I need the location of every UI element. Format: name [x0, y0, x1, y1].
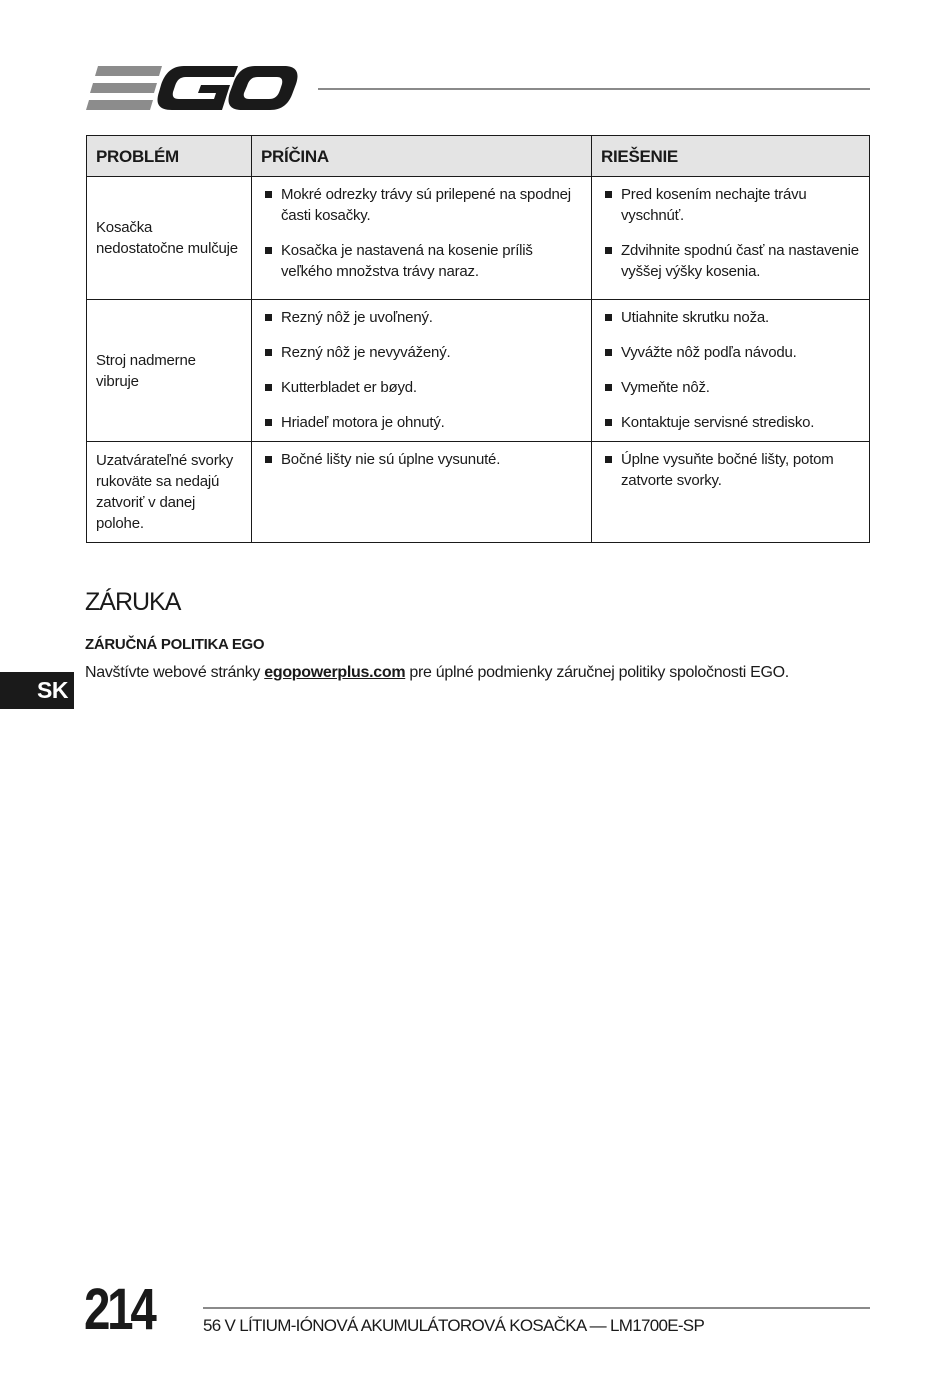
solution-item: Vyvážte nôž podľa návodu.: [604, 342, 861, 363]
footer-rule: [203, 1307, 870, 1309]
solution-item: Utiahnite skrutku noža.: [604, 307, 861, 328]
solution-item: Pred kosením nechajte trávu vyschnúť.: [604, 184, 861, 226]
logo-e-bar-bottom: [86, 100, 153, 110]
solution-cell: [592, 442, 870, 543]
warranty-paragraph: [85, 664, 789, 682]
troubleshooting-table: [86, 135, 870, 543]
table-row: [87, 300, 870, 442]
section-title-warranty: ZÁRUKA: [85, 588, 181, 616]
cause-item: Kutterbladet er bøyd.: [264, 377, 583, 398]
header-problem: PROBLÉM: [87, 136, 252, 177]
cause-cell: [252, 177, 592, 300]
cause-item: Mokré odrezky trávy sú prilepené na spodnej časti kosačky.: [264, 184, 583, 226]
solution-item: Vymeňte nôž.: [604, 377, 861, 398]
table-row: [87, 177, 870, 300]
egopowerplus-link[interactable]: egopowerplus.com: [264, 664, 406, 681]
logo-e-bar-middle: [90, 83, 157, 93]
solution-cell: [592, 300, 870, 442]
ego-logo: [86, 64, 298, 114]
logo-o: [229, 66, 298, 110]
solution-cell: [592, 177, 870, 300]
cause-item: Rezný nôž je nevyvážený.: [264, 342, 583, 363]
cause-item: Kosačka je nastavená na kosenie príliš veľkého množstva trávy naraz.: [264, 240, 583, 282]
subtitle-warranty-policy: ZÁRUČNÁ POLITIKA EGO: [85, 636, 265, 653]
warranty-text-after: pre úplné podmienky záručnej politiky spoločnosti EGO.: [405, 664, 789, 681]
problem-cell: Kosačka nedostatočne mulčuje: [87, 177, 252, 300]
table-row: [87, 442, 870, 543]
cause-cell: [252, 300, 592, 442]
cause-item: Bočné lišty nie sú úplne vysunuté.: [264, 449, 583, 470]
language-tab: SK: [0, 672, 74, 709]
cause-item: Hriadeľ motora je ohnutý.: [264, 412, 583, 433]
header-cause: PRÍČINA: [252, 136, 592, 177]
cause-item: Rezný nôž je uvoľnený.: [264, 307, 583, 328]
cause-cell: [252, 442, 592, 543]
table-header-row: [87, 136, 870, 177]
solution-item: Zdvihnite spodnú časť na nastavenie vyššej výšky kosenia.: [604, 240, 861, 282]
problem-cell: Uzatvárateľné svorky rukoväte sa nedajú zatvoriť v danej polohe.: [87, 442, 252, 543]
warranty-text-before: Navštívte webové stránky: [85, 664, 265, 681]
footer-product-title: 56 V LÍTIUM-IÓNOVÁ AKUMULÁTOROVÁ KOSAČKA — LM1700E-SP: [203, 1316, 705, 1335]
header-solution: RIEŠENIE: [592, 136, 870, 177]
solution-item: Kontaktuje servisné stredisko.: [604, 412, 861, 433]
header-rule: [318, 88, 870, 90]
solution-item: Úplne vysuňte bočné lišty, potom zatvorte svorky.: [604, 449, 861, 491]
problem-cell: Stroj nadmerne vibruje: [87, 300, 252, 442]
page-number: 214: [84, 1277, 154, 1342]
logo-g: [158, 66, 238, 110]
logo-e-bar-top: [95, 66, 162, 76]
